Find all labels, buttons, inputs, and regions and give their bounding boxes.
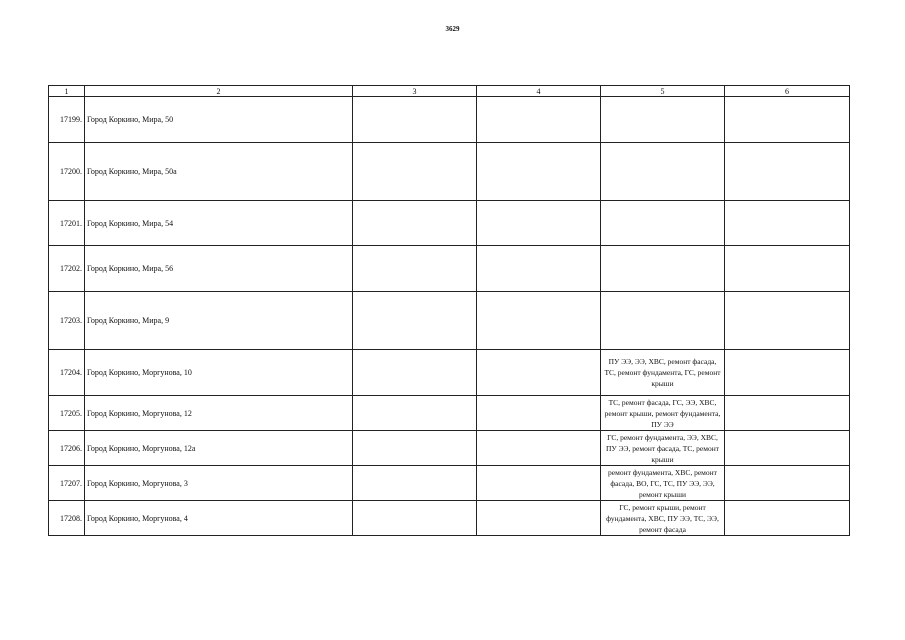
table-row xyxy=(49,501,850,536)
row-works: ремонт фундамента, ХВС, ремонт фасада, ВО, ГС, ТС, ПУ ЭЭ, ЭЭ, ремонт крыши xyxy=(601,466,725,501)
row-col-6 xyxy=(725,350,850,396)
row-col-3 xyxy=(353,292,477,350)
table-row xyxy=(49,97,850,143)
row-col-4 xyxy=(477,396,601,431)
row-col-6 xyxy=(725,246,850,292)
row-col-3 xyxy=(353,97,477,143)
row-col-6 xyxy=(725,201,850,246)
row-number: 17203. xyxy=(49,292,85,350)
row-address: Город Коркино, Моргунова, 10 xyxy=(85,350,353,396)
row-col-4 xyxy=(477,466,601,501)
row-address: Город Коркино, Мира, 50а xyxy=(85,143,353,201)
row-works xyxy=(601,97,725,143)
row-col-4 xyxy=(477,246,601,292)
row-address: Город Коркино, Моргунова, 12 xyxy=(85,396,353,431)
row-col-4 xyxy=(477,97,601,143)
row-col-3 xyxy=(353,501,477,536)
row-works: ГС, ремонт фундамента, ЭЭ, ХВС, ПУ ЭЭ, ремонт фасада, ТС, ремонт крыши xyxy=(601,431,725,466)
row-col-3 xyxy=(353,350,477,396)
register-table xyxy=(48,85,850,536)
row-address: Город Коркино, Моргунова, 3 xyxy=(85,466,353,501)
row-col-3 xyxy=(353,431,477,466)
row-address: Город Коркино, Мира, 56 xyxy=(85,246,353,292)
table-row xyxy=(49,431,850,466)
row-number: 17201. xyxy=(49,201,85,246)
col-header-3: 3 xyxy=(353,86,477,97)
row-col-4 xyxy=(477,501,601,536)
row-col-6 xyxy=(725,143,850,201)
table-row xyxy=(49,201,850,246)
row-number: 17207. xyxy=(49,466,85,501)
table-row xyxy=(49,143,850,201)
row-number: 17200. xyxy=(49,143,85,201)
row-number: 17202. xyxy=(49,246,85,292)
row-col-6 xyxy=(725,97,850,143)
col-header-5: 5 xyxy=(601,86,725,97)
row-address: Город Коркино, Моргунова, 4 xyxy=(85,501,353,536)
table-row xyxy=(49,350,850,396)
row-works xyxy=(601,246,725,292)
col-header-1: 1 xyxy=(49,86,85,97)
table-row xyxy=(49,466,850,501)
page-number: 3629 xyxy=(445,25,460,33)
col-header-2: 2 xyxy=(85,86,353,97)
table-row xyxy=(49,292,850,350)
row-col-6 xyxy=(725,466,850,501)
col-header-4: 4 xyxy=(477,86,601,97)
row-col-3 xyxy=(353,201,477,246)
row-number: 17208. xyxy=(49,501,85,536)
row-works: ГС, ремонт крыши, ремонт фундамента, ХВС, ПУ ЭЭ, ТС, ЭЭ, ремонт фасада xyxy=(601,501,725,536)
row-col-6 xyxy=(725,501,850,536)
row-col-4 xyxy=(477,143,601,201)
row-col-3 xyxy=(353,466,477,501)
row-col-6 xyxy=(725,292,850,350)
row-col-6 xyxy=(725,396,850,431)
table-row xyxy=(49,246,850,292)
row-works xyxy=(601,143,725,201)
row-col-4 xyxy=(477,431,601,466)
row-number: 17206. xyxy=(49,431,85,466)
row-address: Город Коркино, Мира, 54 xyxy=(85,201,353,246)
row-address: Город Коркино, Мира, 50 xyxy=(85,97,353,143)
row-col-4 xyxy=(477,350,601,396)
row-number: 17199. xyxy=(49,97,85,143)
header-row xyxy=(49,86,850,97)
row-col-4 xyxy=(477,292,601,350)
table-row xyxy=(49,396,850,431)
row-works xyxy=(601,201,725,246)
row-address: Город Коркино, Моргунова, 12а xyxy=(85,431,353,466)
row-works xyxy=(601,292,725,350)
row-works: ТС, ремонт фасада, ГС, ЭЭ, ХВС, ремонт крыши, ремонт фундамента, ПУ ЭЭ xyxy=(601,396,725,431)
row-col-3 xyxy=(353,246,477,292)
row-col-4 xyxy=(477,201,601,246)
row-col-6 xyxy=(725,431,850,466)
row-number: 17204. xyxy=(49,350,85,396)
row-col-3 xyxy=(353,396,477,431)
row-number: 17205. xyxy=(49,396,85,431)
row-address: Город Коркино, Мира, 9 xyxy=(85,292,353,350)
row-works: ПУ ЭЭ, ЭЭ, ХВС, ремонт фасада, ТС, ремонт фундамента, ГС, ремонт крыши xyxy=(601,350,725,396)
col-header-6: 6 xyxy=(725,86,850,97)
row-col-3 xyxy=(353,143,477,201)
